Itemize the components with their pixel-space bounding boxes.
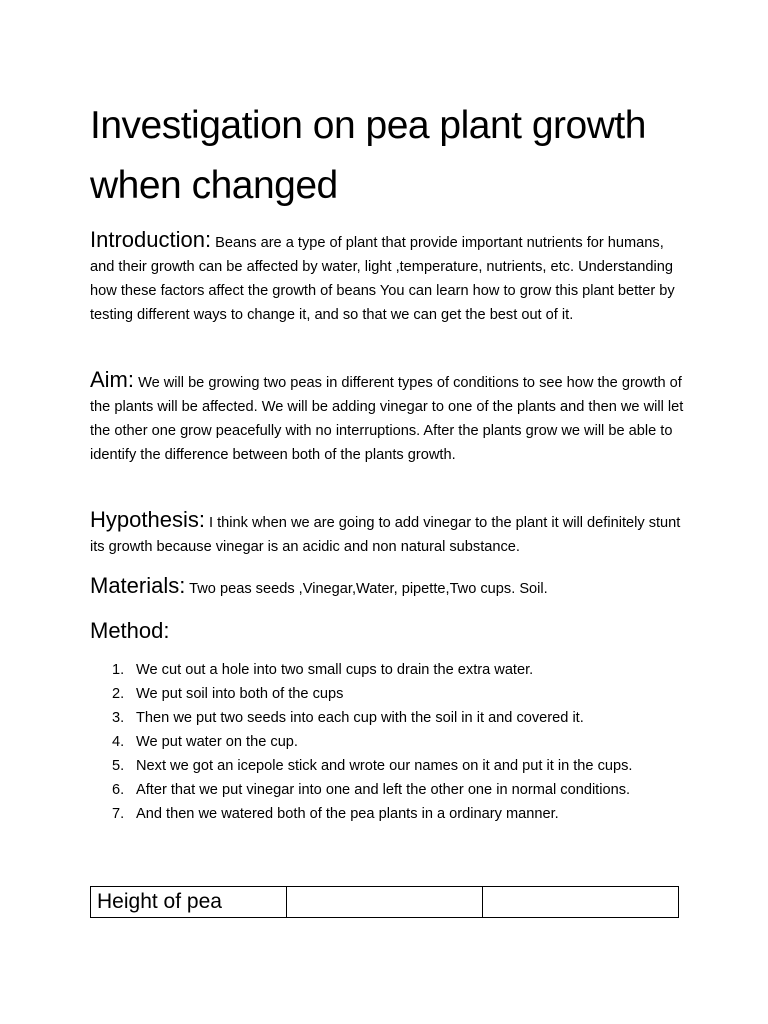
step-text: We put soil into both of the cups [136, 686, 344, 702]
step-text: We cut out a hole into two small cups to drain the extra water. [136, 662, 534, 678]
table-cell-empty [483, 887, 679, 918]
step-text: And then we watered both of the pea plants in a ordinary manner. [136, 806, 559, 822]
step-number: 4. [112, 734, 125, 750]
step-text: Next we got an icepole stick and wrote our names on it and put it in the cups. [136, 758, 633, 774]
step-number: 2. [112, 686, 125, 702]
step-number: 3. [112, 710, 125, 726]
materials-text: Two peas seeds ,Vinegar,Water, pipette,Two cups. Soil. [189, 581, 548, 597]
table-cell-empty [287, 887, 483, 918]
step-number: 5. [112, 758, 125, 774]
method-step [90, 754, 670, 778]
step-text: After that we put vinegar into one and left the other one in normal conditions. [136, 782, 631, 798]
table-cell-height-label: Height of pea [91, 887, 287, 918]
method-step [90, 778, 670, 802]
method-step [90, 706, 670, 730]
results-table [90, 886, 679, 918]
aim-text: We will be growing two peas in different types of conditions to see how the growth of the plants will be affected. We will be adding vinegar to one of the plants and then we will let the other one grow peacefully with no interruptions. After the plants grow we will be able to identify the difference between both of the plants growth. [90, 375, 684, 463]
introduction-section [90, 228, 690, 327]
method-steps-list [90, 658, 670, 826]
method-step [90, 802, 670, 826]
document-title: Investigation on pea plant growth when changed [90, 104, 646, 207]
introduction-text: Beans are a type of plant that provide important nutrients for humans, and their growth can be affected by water, light ,temperature, nutrients, etc. Understanding how these factors affect the growth of beans You can learn how to grow this plant better by testing different ways to change it, and so that we can get the best out of it. [90, 235, 675, 323]
step-text: Then we put two seeds into each cup with the soil in it and covered it. [136, 710, 584, 726]
method-step [90, 658, 670, 682]
hypothesis-heading: Hypothesis: [90, 507, 205, 532]
step-number: 6. [112, 782, 125, 798]
hypothesis-text: I think when we are going to add vinegar to the plant it will definitely stunt its growth because vinegar is an acidic and non natural substance. [90, 515, 681, 555]
table-row [91, 887, 679, 918]
materials-section [90, 574, 690, 601]
aim-section [90, 368, 690, 467]
aim-heading: Aim: [90, 367, 134, 392]
method-heading: Method: [90, 618, 170, 643]
step-number: 1. [112, 662, 125, 678]
step-number: 7. [112, 806, 125, 822]
method-step [90, 682, 670, 706]
method-step [90, 730, 670, 754]
introduction-heading: Introduction: [90, 227, 212, 252]
hypothesis-section [90, 508, 690, 559]
materials-heading: Materials: [90, 573, 186, 598]
step-text: We put water on the cup. [136, 734, 298, 750]
